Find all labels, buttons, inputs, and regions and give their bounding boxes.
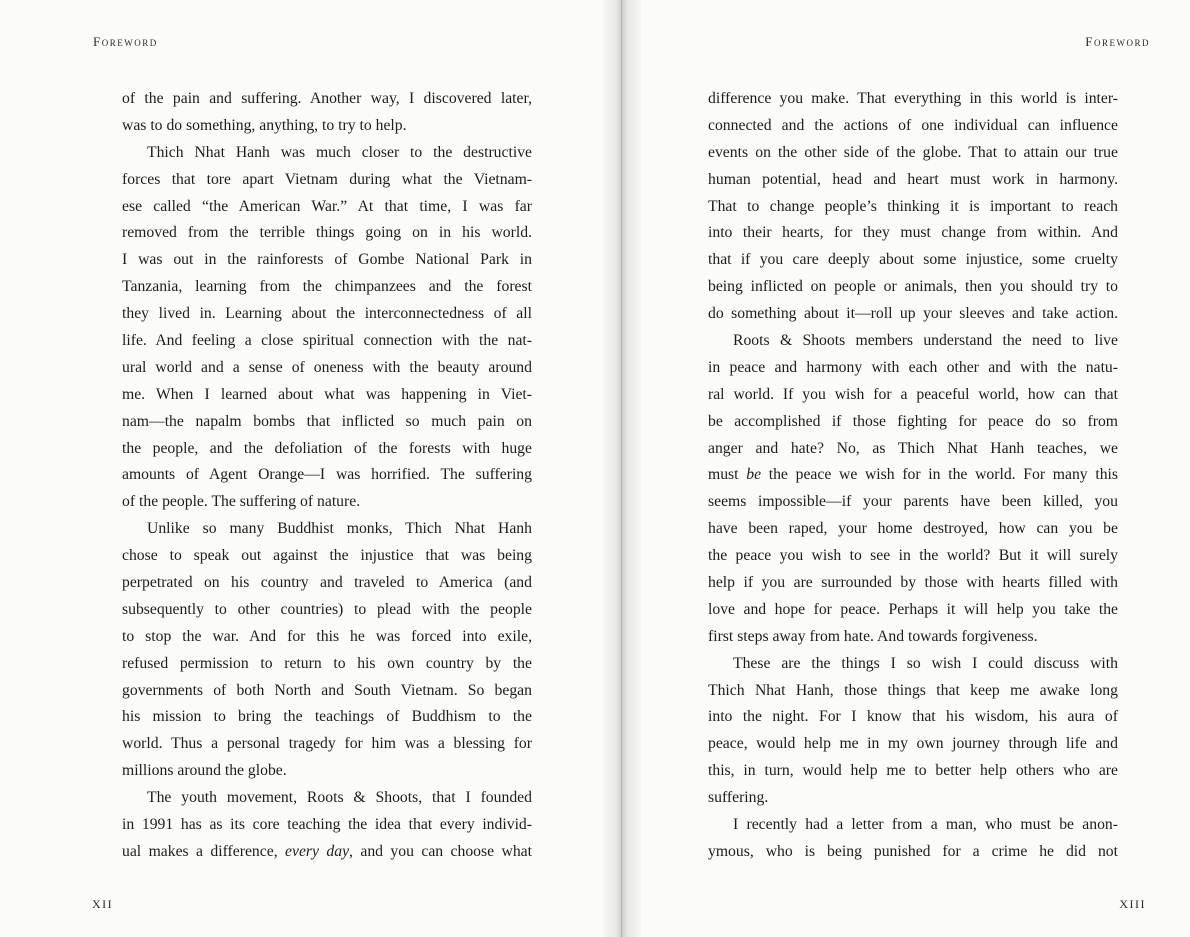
text-line: that if you care deeply about some injustice, some cruelty <box>708 251 1118 269</box>
text-run: the peace we wish for in the world. For many this <box>761 466 1119 484</box>
text-line: seems impossible—if your parents have been killed, you <box>708 493 1118 511</box>
text-line: That to change people’s thinking it is important to reach <box>708 197 1118 215</box>
text-line: nam—the napalm bombs that inflicted so much pain on <box>122 412 532 430</box>
text-line: of the people. The suffering of nature. <box>122 493 361 511</box>
text-line: into their hearts, for they must change from within. And <box>708 224 1118 242</box>
text-line: first steps away from hate. And towards forgiveness. <box>708 627 1038 645</box>
text-line: love and hope for peace. Perhaps it will help you take the <box>708 600 1118 618</box>
text-line: have been raped, your home destroyed, how can you be <box>708 520 1118 538</box>
emphasis: be <box>746 466 762 484</box>
text-line: this, in turn, would help me to better help others who are <box>708 762 1118 780</box>
text-line: of the pain and suffering. Another way, I discovered later, <box>122 90 532 107</box>
text-line: millions around the globe. <box>122 762 287 780</box>
text-run: must <box>708 466 747 484</box>
gutter-fold-line <box>621 0 622 937</box>
text-line: help if you are surrounded by those with hearts filled with <box>708 574 1118 592</box>
text-line: forces that tore apart Vietnam during what the Vietnam- <box>122 170 532 188</box>
right-running-head: Foreword <box>1085 34 1150 49</box>
text-line: to stop the war. And for this he was forced into exile, <box>122 627 532 645</box>
text-line: his mission to bring the teachings of Buddhism to the <box>122 708 532 726</box>
text-line: they lived in. Learning about the interconnectedness of all <box>122 305 532 323</box>
book-gutter <box>603 0 641 937</box>
text-line: ese called “the American War.” At that time, I was far <box>122 197 532 215</box>
text-line: life. And feeling a close spiritual connection with the nat- <box>122 332 532 350</box>
right-page-number: XIII <box>1119 897 1146 911</box>
left-page-text <box>122 86 532 866</box>
text-line: being inflicted on people or animals, then you should try to <box>708 278 1118 296</box>
text-line: chose to speak out against the injustice that was being <box>122 547 532 565</box>
text-line: Tanzania, learning from the chimpanzees and the forest <box>122 278 532 296</box>
text-line: difference you make. That everything in this world is inter- <box>708 90 1118 107</box>
text-line: Thich Nhat Hanh was much closer to the destructive <box>147 143 532 161</box>
text-line <box>122 839 532 866</box>
left-page-number: XII <box>92 897 114 911</box>
text-line: These are the things I so wish I could discuss with <box>733 654 1118 672</box>
emphasis: every day <box>285 842 350 860</box>
text-line: into the night. For I know that his wisdom, his aura of <box>708 708 1118 726</box>
text-line: events on the other side of the globe. That to attain our true <box>708 143 1118 161</box>
text-line: in peace and harmony with each other and with the natu- <box>708 358 1118 376</box>
text-line: The youth movement, Roots & Shoots, that I founded <box>147 789 532 807</box>
text-line: me. When I learned about what was happening in Viet- <box>122 385 532 403</box>
text-line <box>708 462 1118 489</box>
text-line: I recently had a letter from a man, who must be anon- <box>733 816 1118 834</box>
text-line: human potential, head and heart must work in harmony. <box>708 170 1118 188</box>
text-run: , and you can choose what <box>349 842 532 860</box>
right-page-text <box>708 86 1118 866</box>
text-line: Unlike so many Buddhist monks, Thich Nhat Hanh <box>147 520 532 538</box>
text-line: suffering. <box>708 789 769 807</box>
text-line: connected and the actions of one individual can influence <box>708 116 1118 134</box>
text-line: ral world. If you wish for a peaceful world, how can that <box>708 385 1118 403</box>
text-line: amounts of Agent Orange—I was horrified. The suffering <box>122 466 532 484</box>
text-line: Roots & Shoots members understand the need to live <box>733 332 1118 350</box>
left-running-head: Foreword <box>93 34 158 49</box>
text-line: be accomplished if those fighting for peace do so from <box>708 412 1118 430</box>
text-line: anger and hate? No, as Thich Nhat Hanh teaches, we <box>708 439 1118 457</box>
text-line: was to do something, anything, to try to help. <box>122 116 407 134</box>
text-line: Thich Nhat Hanh, those things that keep me awake long <box>708 681 1118 699</box>
text-run: ual makes a difference, <box>122 842 286 860</box>
text-line: peace, would help me in my own journey through life and <box>708 735 1118 753</box>
text-line: the people, and the defoliation of the forests with huge <box>122 439 532 457</box>
text-line: governments of both North and South Vietnam. So began <box>122 681 532 699</box>
text-line: perpetrated on his country and traveled to America (and <box>122 574 532 592</box>
text-line: world. Thus a personal tragedy for him was a blessing for <box>122 735 532 753</box>
text-line: removed from the terrible things going on in his world. <box>122 224 532 242</box>
text-line: ural world and a sense of oneness with the beauty around <box>122 358 532 376</box>
text-line: I was out in the rainforests of Gombe National Park in <box>122 251 532 269</box>
text-line: do something about it—roll up your sleeves and take action. <box>708 305 1118 323</box>
text-line: subsequently to other countries) to plead with the people <box>122 600 532 618</box>
text-line: ymous, who is being punished for a crime he did not <box>708 842 1118 860</box>
text-line: refused permission to return to his own country by the <box>122 654 532 672</box>
text-line: the peace you wish to see in the world? But it will surely <box>708 547 1118 565</box>
text-line: in 1991 has as its core teaching the idea that every individ- <box>122 816 532 834</box>
